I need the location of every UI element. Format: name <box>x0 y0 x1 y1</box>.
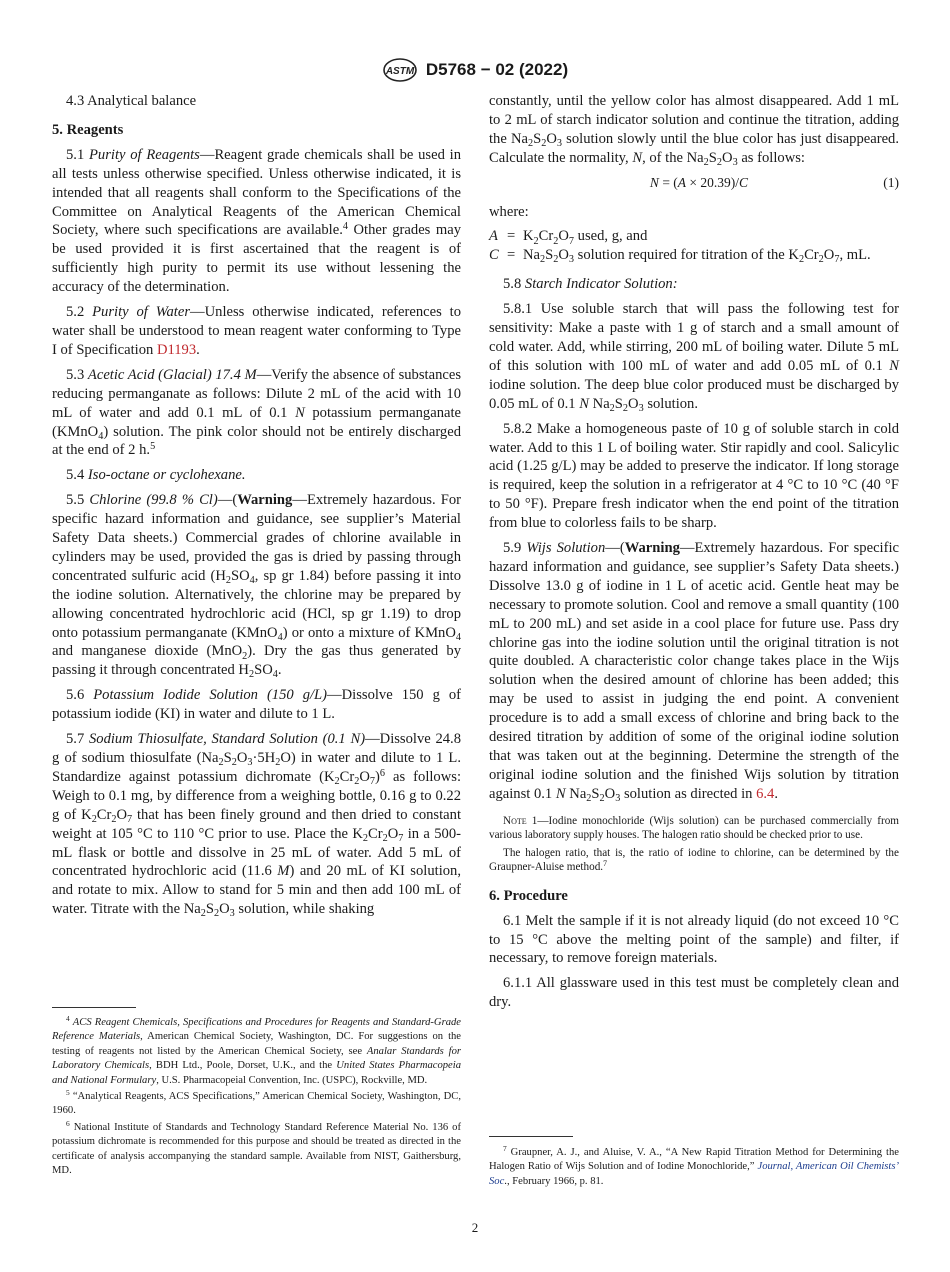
definition-row: A = $K_2Cr_2O_7$ used, g, and <box>489 228 648 247</box>
link-6-4[interactable]: 6.4 <box>756 785 775 802</box>
paragraph-5-2: 5.2 Purity of Water—Unless otherwise indicated, references to water shall be understood to mean reagent water conforming to Type I of Specification D1193. <box>52 304 461 358</box>
section-6-heading: 6. Procedure <box>489 887 568 904</box>
paragraph-5-8-2: 5.8.2 Make a homogeneous paste of 10 g of soluble starch in cold water. Add to this 1 L of boiling water. Stir rapidly and cool. Salicylic acid (1.25 g/L) may be added to preserve the indicator. If long storage is required, keep the solution in a refrigerator at 4 °C to 10 °C (40 °F to 50 °F). Prepare fresh indicator when the end point of the titration from blue to colorless fails to be sharp. <box>489 420 899 532</box>
journal-link[interactable]: Journal, American Oil Chemists’ Soc <box>489 1161 899 1187</box>
note-1: Note 1—Iodine monochloride (Wijs solution) can be purchased commercially from various laboratory supply houses. The halogen ratio should be checked prior to use. The halogen ratio, that is, the ratio of iodine to chlorine, can be determined by the Graupner-Aluise method.$^7$ <box>489 814 899 874</box>
astm-logo-icon <box>382 58 418 82</box>
section-5-heading: 5. Reagents <box>52 121 124 138</box>
footnote-divider <box>489 1136 573 1137</box>
paragraph-5-9: 5.9 Wijs Solution—(Warning—Extremely hazardous. For specific hazard information and guidance, see supplier’s Safety Data sheets.) Dissolve 13.0 g of iodine in 1 L of acetic acid. Gentle heat may be necessary to promote solution. Cool and remove a small quantity (100 mL to 200 mL) and set aside in a cool place for future use. Pass dry chlorine gas into the iodine solution until the original titration is not quite doubled. A characteristic color change takes place in the Wijs solution when the desired amount of chlorine has been added; this may be used to assist in judging the end point. A convenient procedure is to add a small excess of chlorine and bring back to the desired titration by addition of some of the original iodine solution that was taken out at the beginning. Determine the strength of the original iodine solution and the finished Wijs solution by titration against 0.1 N $Na_2S_2O_3$ solution as directed in 6.4. <box>489 540 900 804</box>
footnote-divider <box>52 1007 136 1008</box>
document-id: D5768 − 02 (2022) <box>425 60 569 79</box>
paragraph-5-7: 5.7 Sodium Thiosulfate, Standard Solution (0.1 N)—Dissolve 24.8 g of sodium thiosulfate $(Na_2S_2O_3\cdot 5H_2O)$ in water and dilute to 1 L. Standardize against potassium dichromate $(K_2Cr_2O_7)^6$ as follows: Weigh to 0.1 mg, by difference from a weighing bottle, 0.16 g to 0.22 g of $K_2Cr_2O_7$ that has been finely ground and then dried to constant weight at 105 °C to 110 °C prior to use. Place the $K_2Cr_2O_7$ in a 500-mL flask or bottle and dissolve in 25 mL of water. Add 5 mL of concentrated hydrochloric acid (11.6 M) and 20 mL of KI solution, and rotate to mix. Allow to stand for 5 min and then add 100 mL of water. Titrate with the $Na_2S_2O_3$ solution, while shaking <box>52 731 462 920</box>
paragraph-5-1: 5.1 Purity of Reagents—Reagent grade chemicals shall be used in all tests unless otherwise specified. Unless otherwise indicated, it is intended that all reagents shall conform to the Specifications of the Committee on Analytical Reagents of the American Chemical Society, where such specifications are available.$^4$ Other grades may be used provided it is first ascertained that the reagent is of sufficiently high purity to permit its use without lessening the accuracy of the determination. <box>52 146 461 296</box>
definition-row: C = $Na_2S_2O_3$ solution required for titration of the $K_2Cr_2O_7$, mL. <box>489 247 871 266</box>
footnote-6: $^6$ National Institute of Standards and Technology Standard Reference Material No. 136 of potassium dichromate is recommended for this purpose and should be treated as directed in the certificate of analysis accompanying the standard sample. Available from NIST, Gaithersburg, MD. <box>52 1119 461 1177</box>
footnotes-left <box>52 1016 461 1180</box>
where-label: where: <box>489 203 529 220</box>
footnotes-right <box>489 1146 899 1191</box>
equation-formula: N = (A × 20.39)/C <box>649 174 749 190</box>
equation-1 <box>489 174 899 193</box>
paragraph-5-6: 5.6 Potassium Iodide Solution (150 g/L)—Dissolve 150 g of potassium iodide (KI) in water and dilute to 1 L. <box>52 687 462 723</box>
footnote-7: $^7$ Graupner, A. J., and Aluise, V. A., “A New Rapid Titration Method for Determining the Halogen Ratio of Wijs Solution and of Iodine Monochloride,” Journal, American Oil Chemists’ Soc., February 1966, p. 81. <box>489 1144 899 1187</box>
variable-definitions <box>489 227 899 265</box>
svg-text:ASTM: ASTM <box>385 66 415 77</box>
footnote-4: $^4$ ACS Reagent Chemicals, Specifications and Procedures for Reagents and Standard-Grade Reference Materials, American Chemical Society, Washington, DC. For suggestions on the testing of reagents not listed by the American Chemical Society, see Analar Standards for Laboratory Chemicals, BDH Ltd., Poole, Dorset, U.K., and the United States Pharmacopeia and National Formulary, U.S. Pharmacopeial Convention, Inc. (USPC), Rockville, MD. <box>52 1014 462 1086</box>
footnote-5: $^5$ “Analytical Reagents, ACS Specifications,” American Chemical Society, Washington, DC, 1960. <box>52 1088 461 1117</box>
left-column <box>52 92 461 925</box>
paragraph-5-3: 5.3 Acetic Acid (Glacial) 17.4 M—Verify the absence of substances reducing permanganate as follows: Dilute 2 mL of the acid with 10 mL of water and add 0.1 mL of 0.1 N potassium permanganate (KMnO$_4$) solution. The pink color should not be entirely discharged at the end of 2 h.$^5$ <box>52 366 461 459</box>
paragraph-5-7-continued: constantly, until the yellow color has almost disappeared. Add 1 mL to 2 mL of starch indicator solution and continue the titration, adding the $Na_2S_2O_3$ solution slowly until the blue color has just disappeared. Calculate the normality, N, of the $Na_2S_2O_3$ as follows: <box>489 93 899 168</box>
paragraph-6-1: 6.1 Melt the sample if it is not already liquid (do not exceed 10 °C to 15 °C above the melting point of the sample) and filter, if necessary, to remove foreign materials. <box>489 912 899 967</box>
paragraph-5-8-1: 5.8.1 Use soluble starch that will pass the following test for sensitivity: Make a paste with 1 g of starch and a small amount of cold water. Add, while stirring, 200 mL of boiling water. Dilute 5 mL of this solution with 100 mL of water and add 0.05 mL of 0.1 N iodine solution. The deep blue color produced must be discharged by 0.05 mL of 0.1 N $Na_2S_2O_3$ solution. <box>489 301 899 414</box>
right-column <box>489 92 899 1018</box>
paragraph-5-4: 5.4 Iso-octane or cyclohexane. <box>66 467 246 484</box>
paragraph-6-1-1: 6.1.1 All glassware used in this test must be completely clean and dry. <box>489 975 899 1011</box>
equation-number: (1) <box>883 174 899 190</box>
paragraph-5-5: 5.5 Chlorine (99.8 % Cl)—(Warning—Extremely hazardous. For specific hazard information and guidance, see supplier’s Material Safety Data sheets.) Commercial grades of chlorine available in cylinders may be used, provided the gas is dried by passing through concentrated sulfuric acid ($H_2SO_4$, sp gr 1.84) before passing it into the iodine solution. Alternatively, the chlorine may be prepared by allowing concentrated hydrochloric acid (HCl, sp gr 1.19) to drop onto potassium permanganate (KMnO$_4$) or onto a mixture of KMnO$_4$ and manganese dioxide (MnO$_2$). Dry the gas thus generated by passing it through concentrated $H_2SO_4$. <box>52 492 461 681</box>
page-header <box>0 58 950 82</box>
link-d1193[interactable]: D1193 <box>156 341 197 358</box>
section-4-3: 4.3 Analytical balance <box>66 93 197 109</box>
paragraph-5-8: 5.8 Starch Indicator Solution: <box>503 276 678 293</box>
page-number: 2 <box>471 1220 479 1235</box>
